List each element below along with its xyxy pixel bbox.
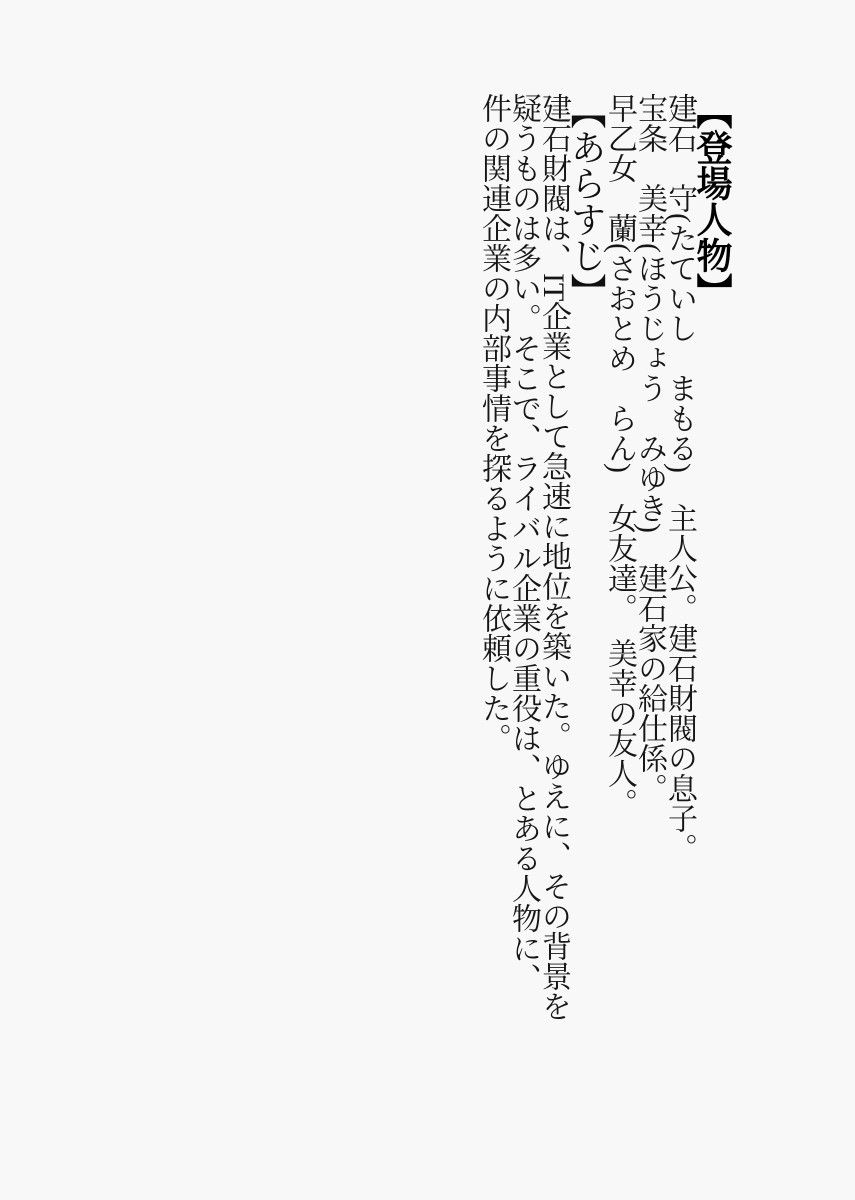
characters-section-heading: 【登場人物】 bbox=[692, 93, 733, 309]
synopsis-line: 疑うものは多い。そこで、ライバル企業の重役は、とある人物に、 bbox=[507, 93, 540, 993]
character-entry-houjou-miyuki: 宝条 美幸(ほうじょう みゆき) 建石家の給仕係。 bbox=[633, 93, 666, 803]
character-entry-tateishi-mamoru: 建石 守(たていし まもる) 主人公。建石財閥の息子。 bbox=[663, 93, 696, 863]
character-entry-saotome-ran: 早乙女 蘭(さおとめ らん) 女友達。 美幸の友人。 bbox=[603, 93, 636, 818]
synopsis-line: 件の関連企業の内部事情を探るように依頼した。 bbox=[477, 93, 510, 753]
synopsis-section-heading: 【あらすじ】 bbox=[566, 93, 606, 309]
vertical-text-block bbox=[477, 93, 733, 1113]
synopsis-line: 建石財閥は、IT企業として急速に地位を築いた。ゆえに、その背景を bbox=[537, 93, 570, 1022]
